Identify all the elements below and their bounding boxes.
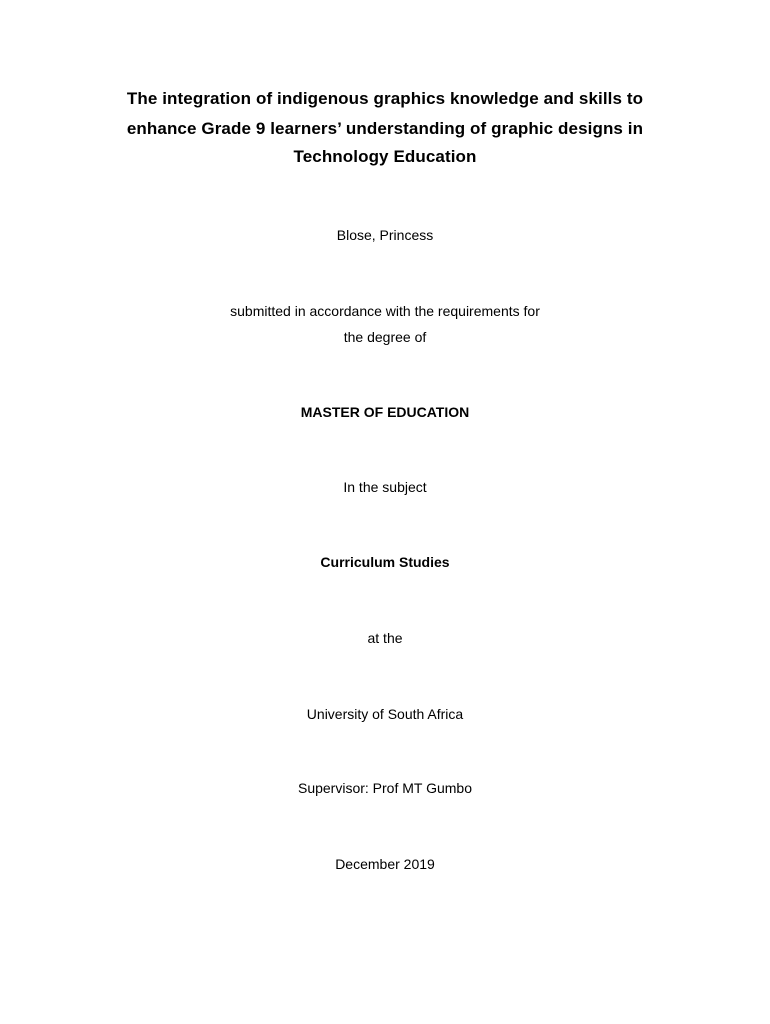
submission-date: December 2019 [335,856,435,872]
submission-statement-line-2: the degree of [343,329,427,345]
submission-statement-line-1: submitted in accordance with the requirements for [230,303,540,319]
subject-intro: In the subject [343,479,427,495]
degree-name: MASTER OF EDUCATION [300,404,470,420]
title-line-2: enhance Grade 9 learners’ understanding of graphic designs in [126,119,644,138]
subject-name: Curriculum Studies [320,554,450,570]
supervisor-text: Supervisor: Prof MT Gumbo [297,780,473,796]
title-line-3: Technology Education [293,147,477,166]
at-the-text: at the [367,630,403,646]
university-name: University of South Africa [306,706,464,722]
title-line-1: The integration of indigenous graphics knowledge and skills to [126,89,644,108]
author-name: Blose, Princess [336,227,434,243]
